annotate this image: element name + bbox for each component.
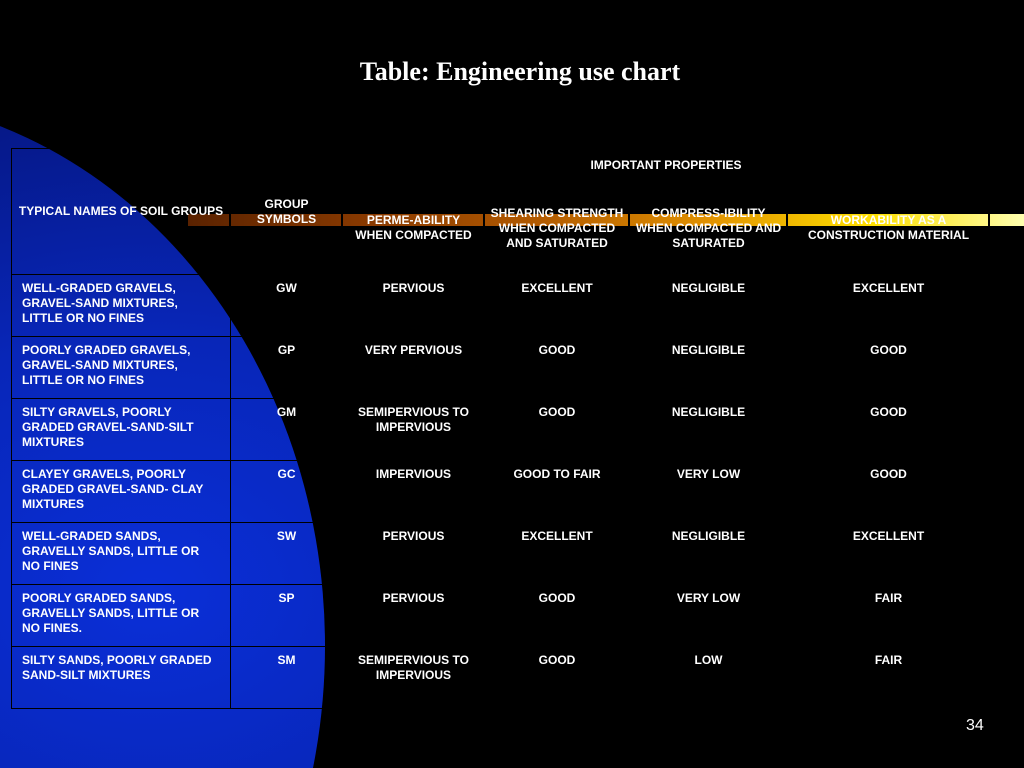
permeability-cell: SEMIPERVIOUS TO IMPERVIOUS <box>343 647 485 709</box>
slide-title: Table: Engineering use chart <box>359 57 681 86</box>
group-symbol-cell: SP <box>231 585 343 647</box>
workability-cell: GOOD <box>788 337 990 399</box>
header-group-symbols: GROUP SYMBOLS <box>231 149 343 275</box>
soil-name-cell: SILTY GRAVELS, POORLY GRADED GRAVEL-SAND-SILT MIXTURES <box>12 399 231 461</box>
compressibility-cell: NEGLIGIBLE <box>630 337 788 399</box>
permeability-cell: SEMIPERVIOUS TO IMPERVIOUS <box>343 399 485 461</box>
workability-cell: GOOD <box>788 461 990 523</box>
header-soil-names: TYPICAL NAMES OF SOIL GROUPS <box>12 149 231 275</box>
compressibility-cell: VERY LOW <box>630 461 788 523</box>
permeability-cell: IMPERVIOUS <box>343 461 485 523</box>
shearing-cell: GOOD <box>485 337 630 399</box>
group-symbol-cell: GC <box>231 461 343 523</box>
shearing-cell: GOOD TO FAIR <box>485 461 630 523</box>
table-row <box>12 461 990 523</box>
shearing-cell: EXCELLENT <box>485 275 630 337</box>
compressibility-cell: NEGLIGIBLE <box>630 275 788 337</box>
workability-cell: EXCELLENT <box>788 523 990 585</box>
header-compressibility: COMPRESS-IBILITY WHEN COMPACTED AND SATURATED <box>630 182 788 275</box>
header-important-properties: IMPORTANT PROPERTIES <box>343 149 990 182</box>
permeability-cell: VERY PERVIOUS <box>343 337 485 399</box>
compressibility-cell: NEGLIGIBLE <box>630 523 788 585</box>
group-symbol-cell: GM <box>231 399 343 461</box>
header-permeability: PERME-ABILITY WHEN COMPACTED <box>343 182 485 275</box>
shearing-cell: EXCELLENT <box>485 523 630 585</box>
table-row <box>12 647 990 709</box>
soil-name-cell: CLAYEY GRAVELS, POORLY GRADED GRAVEL-SAND- CLAY MIXTURES <box>12 461 231 523</box>
workability-cell: FAIR <box>788 647 990 709</box>
shearing-cell: GOOD <box>485 647 630 709</box>
soil-name-cell: SILTY SANDS, POORLY GRADED SAND-SILT MIXTURES <box>12 647 231 709</box>
header-workability: WORKABILITY AS A CONSTRUCTION MATERIAL <box>788 182 990 275</box>
compressibility-cell: VERY LOW <box>630 585 788 647</box>
page-number: 34 <box>966 717 984 734</box>
soil-name-cell: POORLY GRADED SANDS, GRAVELLY SANDS, LITTLE OR NO FINES. <box>12 585 231 647</box>
soil-name-cell: WELL-GRADED SANDS, GRAVELLY SANDS, LITTLE OR NO FINES <box>12 523 231 585</box>
permeability-cell: PERVIOUS <box>343 585 485 647</box>
group-symbol-cell: SW <box>231 523 343 585</box>
table-row <box>12 337 990 399</box>
table-row <box>12 399 990 461</box>
soil-name-cell: POORLY GRADED GRAVELS, GRAVEL-SAND MIXTURES, LITTLE OR NO FINES <box>12 337 231 399</box>
compressibility-cell: NEGLIGIBLE <box>630 399 788 461</box>
header-shearing-strength: SHEARING STRENGTH WHEN COMPACTED AND SATURATED <box>485 182 630 275</box>
shearing-cell: GOOD <box>485 585 630 647</box>
table-row <box>12 275 990 337</box>
permeability-cell: PERVIOUS <box>343 523 485 585</box>
shearing-cell: GOOD <box>485 399 630 461</box>
engineering-use-table <box>11 148 990 709</box>
group-symbol-cell: GW <box>231 275 343 337</box>
workability-cell: FAIR <box>788 585 990 647</box>
table-row <box>12 585 990 647</box>
workability-cell: GOOD <box>788 399 990 461</box>
compressibility-cell: LOW <box>630 647 788 709</box>
soil-name-cell: WELL-GRADED GRAVELS, GRAVEL-SAND MIXTURES, LITTLE OR NO FINES <box>12 275 231 337</box>
workability-cell: EXCELLENT <box>788 275 990 337</box>
permeability-cell: PERVIOUS <box>343 275 485 337</box>
group-symbol-cell: GP <box>231 337 343 399</box>
group-symbol-cell: SM <box>231 647 343 709</box>
table-row <box>12 523 990 585</box>
